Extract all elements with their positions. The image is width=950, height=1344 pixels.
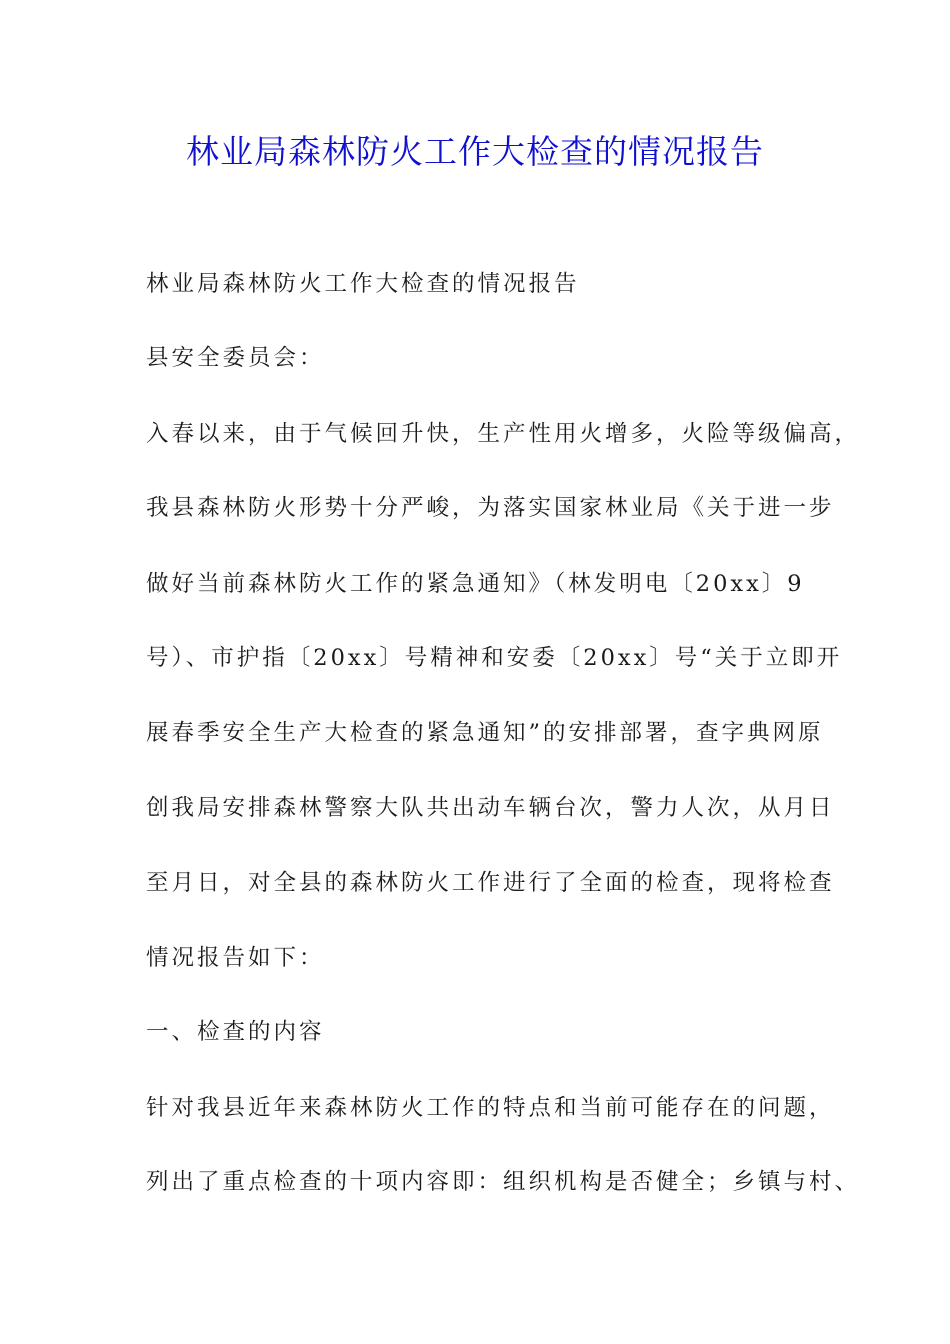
body-line: 我县森林防火形势十分严峻，为落实国家林业局《关于进一步 [146, 495, 835, 521]
body-line: 创我局安排森林警察大队共出动车辆台次，警力人次，从月日 [146, 795, 835, 821]
body-line: 列出了重点检查的十项内容即：组织机构是否健全；乡镇与村、 [146, 1169, 861, 1195]
body-line: 展春季安全生产大检查的紧急通知”的安排部署，查字典网原 [146, 720, 824, 746]
body-line: 号）、市护指〔20xx〕号精神和安委〔20xx〕号“关于立即开 [146, 645, 843, 671]
body-line-subtitle: 林业局森林防火工作大检查的情况报告 [146, 271, 580, 297]
body-line: 做好当前森林防火工作的紧急通知》（林发明电〔20xx〕9 [146, 571, 805, 597]
body-line: 至月日，对全县的森林防火工作进行了全面的检查，现将检查 [146, 870, 835, 896]
body-line: 情况报告如下： [146, 945, 325, 971]
body-line: 针对我县近年来森林防火工作的特点和当前可能存在的问题， [146, 1095, 835, 1121]
body-line-recipient: 县安全委员会： [146, 345, 325, 371]
section-heading: 一、检查的内容 [146, 1019, 325, 1045]
body-line: 入春以来，由于气候回升快，生产性用火增多，火险等级偏高， [146, 421, 861, 447]
document-title: 林业局森林防火工作大检查的情况报告 [186, 132, 764, 171]
